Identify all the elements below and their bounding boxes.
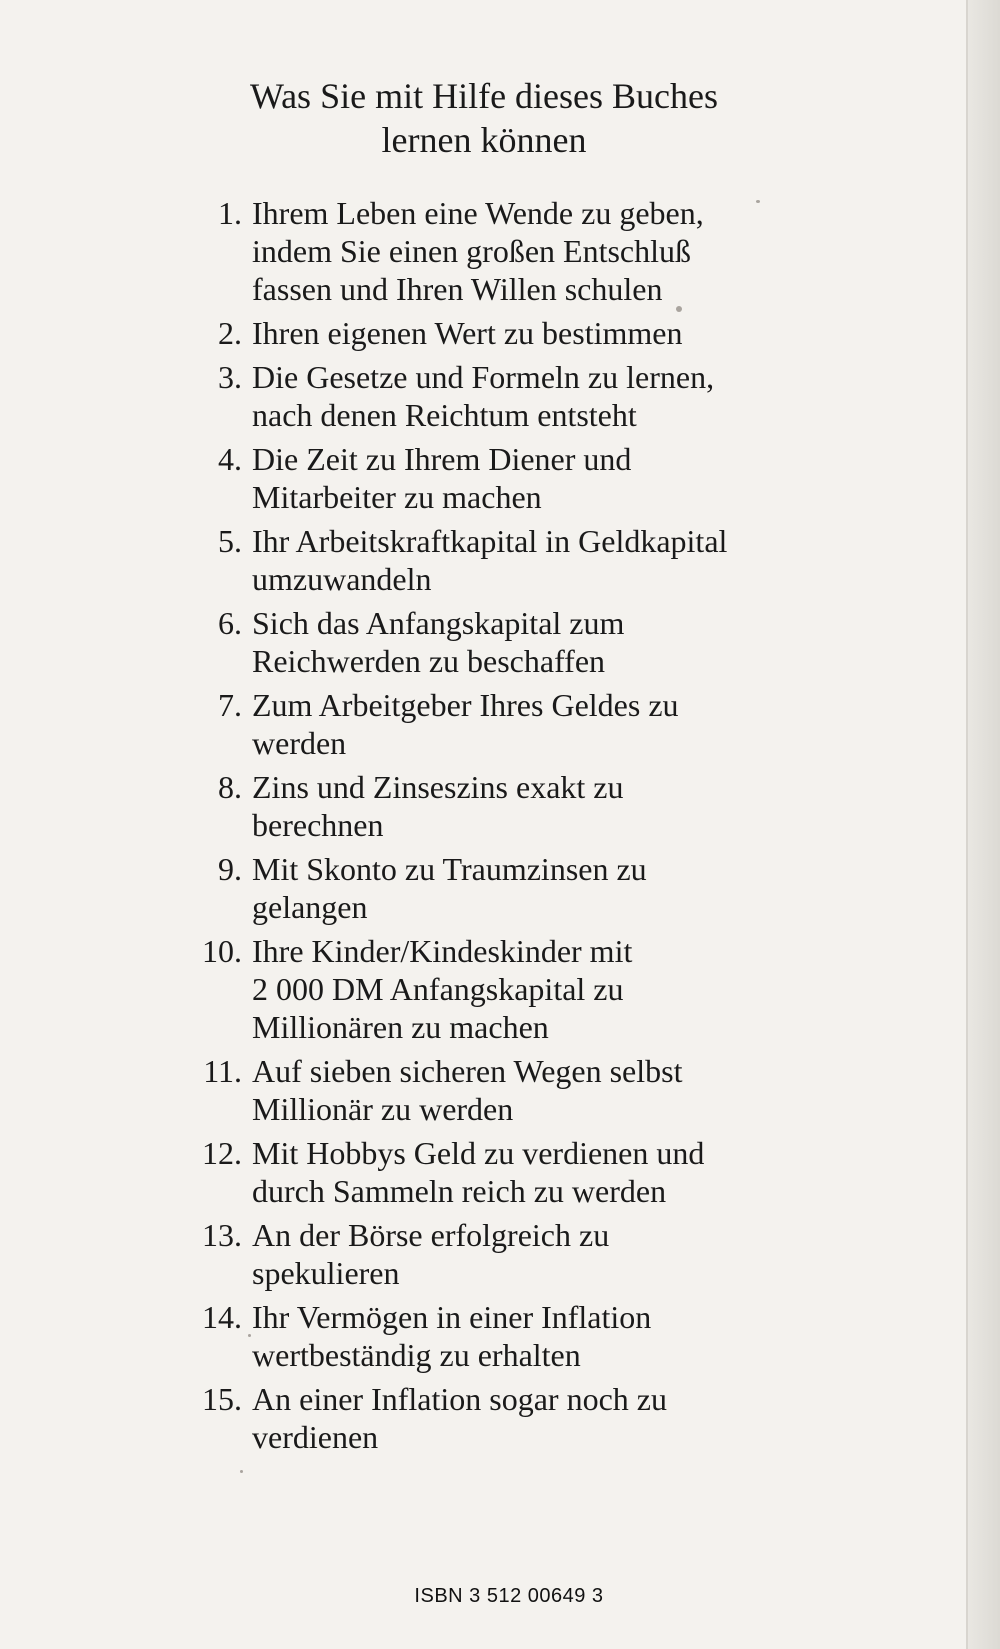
item-number: 5. [218, 523, 242, 559]
item-number: 2. [218, 315, 242, 351]
item-text-line: verdienen [252, 1419, 379, 1455]
learning-points-list [160, 194, 800, 1462]
list-item [160, 1052, 800, 1128]
item-number: 12. [202, 1135, 242, 1171]
item-text-line: Sich das Anfangskapital zum [252, 605, 625, 641]
item-text-line: Ihren eigenen Wert zu bestimmen [252, 315, 683, 351]
item-number: 6. [218, 605, 242, 641]
item-text-line: nach denen Reichtum entsteht [252, 397, 637, 433]
list-item [160, 850, 800, 926]
heading-line-1: Was Sie mit Hilfe dieses Buches [249, 76, 719, 116]
list-item [160, 194, 800, 308]
item-text-line: berechnen [252, 807, 384, 843]
item-text-line: Auf sieben sicheren Wegen selbst [252, 1053, 683, 1089]
item-text-line: umzuwandeln [252, 561, 432, 597]
list-item [160, 768, 800, 844]
item-text-line: Ihre Kinder/Kindeskinder mit [252, 933, 633, 969]
item-number: 15. [202, 1381, 242, 1417]
list-item [160, 358, 800, 434]
item-text-line: 2 000 DM Anfangskapital zu [252, 971, 624, 1007]
item-text-line: gelangen [252, 889, 368, 925]
item-text-line: spekulieren [252, 1255, 400, 1291]
cover-heading [0, 74, 968, 162]
item-text-line: Zins und Zinseszins exakt zu [252, 769, 624, 805]
item-number: 9. [218, 851, 242, 887]
isbn-number: ISBN 3 512 00649 3 [414, 1585, 604, 1607]
list-item [160, 1380, 800, 1456]
item-text-line: durch Sammeln reich zu werden [252, 1173, 667, 1209]
item-text-line: Millionären zu machen [252, 1009, 549, 1045]
list-item [160, 1216, 800, 1292]
list-item [160, 522, 800, 598]
item-text-line: werden [252, 725, 347, 761]
item-number: 1. [218, 195, 242, 231]
list-item [160, 686, 800, 762]
item-text-line: An einer Inflation sogar noch zu [252, 1381, 667, 1417]
cover-edge [968, 0, 1000, 1649]
list-item [160, 314, 800, 352]
item-number: 8. [218, 769, 242, 805]
item-text-line: wertbeständig zu erhalten [252, 1337, 581, 1373]
item-text-line: indem Sie einen großen Entschluß [252, 233, 692, 269]
list-item [160, 932, 800, 1046]
item-text-line: Mit Hobbys Geld zu verdienen und [252, 1135, 705, 1171]
item-text-line: Ihr Arbeitskraftkapital in Geldkapital [252, 523, 728, 559]
item-text-line: Die Gesetze und Formeln zu lernen, [252, 359, 715, 395]
item-number: 14. [202, 1299, 242, 1335]
item-number: 3. [218, 359, 242, 395]
item-text-line: fassen und Ihren Willen schulen [252, 271, 663, 307]
item-number: 10. [202, 933, 242, 969]
item-number: 13. [202, 1217, 242, 1253]
item-number: 4. [218, 441, 242, 477]
list-item [160, 604, 800, 680]
list-item [160, 440, 800, 516]
item-text-line: An der Börse erfolgreich zu [252, 1217, 610, 1253]
item-text-line: Millionär zu werden [252, 1091, 514, 1127]
paper-speck [248, 1334, 251, 1337]
item-text-line: Mitarbeiter zu machen [252, 479, 542, 515]
item-number: 7. [218, 687, 242, 723]
item-text-line: Die Zeit zu Ihrem Diener und [252, 441, 632, 477]
item-text-line: Zum Arbeitgeber Ihres Geldes zu [252, 687, 679, 723]
paper-speck [676, 306, 682, 312]
item-text-line: Reichwerden zu beschaffen [252, 643, 606, 679]
list-item [160, 1298, 800, 1374]
item-text-line: Ihr Vermögen in einer Inflation [252, 1299, 652, 1335]
item-number: 11. [203, 1053, 242, 1089]
item-text-line: Mit Skonto zu Traumzinsen zu [252, 851, 647, 887]
paper-speck [756, 200, 760, 203]
list-item [160, 1134, 800, 1210]
paper-speck [240, 1470, 243, 1473]
item-text-line: Ihrem Leben eine Wende zu geben, [252, 195, 704, 231]
heading-line-2: lernen können [381, 120, 587, 160]
